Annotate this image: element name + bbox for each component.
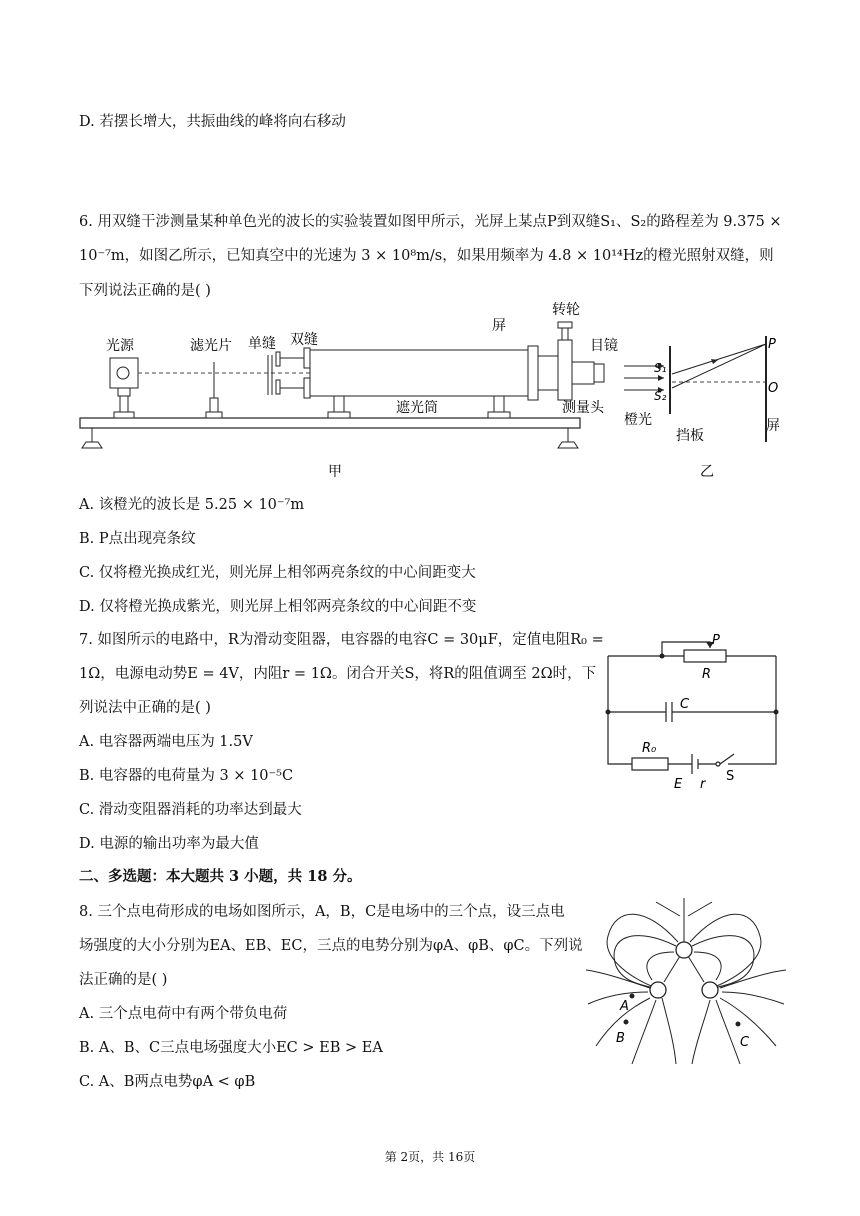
- label-b: B: [616, 1031, 625, 1046]
- q7-option-c: C. 滑动变阻器消耗的功率达到最大: [79, 802, 302, 818]
- q6-option-d: D. 仅将橙光换成紫光，则光屏上相邻两亮条纹的中心间距不变: [79, 599, 477, 615]
- label-a: A: [620, 999, 629, 1014]
- q8-field-figure: [586, 896, 786, 1066]
- q7-option-d: D. 电源的输出功率为最大值: [79, 836, 259, 852]
- circuit-diagram: [600, 628, 784, 792]
- label-light-source: 光源: [106, 338, 134, 354]
- q8-option-a: A. 三个点电荷中有两个带负电荷: [79, 1006, 288, 1022]
- q6-stem-line1: 6. 用双缝干涉测量某种单色光的波长的实验装置如图甲所示，光屏上某点P到双缝S₁、S₂的路程差为 9.375 ×: [79, 214, 782, 230]
- label-tube: 遮光筒: [396, 400, 438, 416]
- q6-option-c: C. 仅将橙光换成红光，则光屏上相邻两亮条纹的中心间距变大: [79, 565, 476, 581]
- q8-stem-line2: 场强度的大小分别为EA、EB、EC，三点的电势分别为φA、φB、φC。下列说: [79, 938, 583, 954]
- q7-stem-line2: 1Ω，电源电动势E = 4V，内阻r = 1Ω。闭合开关S，将R的阻值调至 2Ω时，下: [79, 666, 597, 682]
- label-filter: 滤光片: [190, 338, 232, 354]
- page-footer: 第 2页，共 16页: [384, 1150, 476, 1164]
- q8-stem-line1: 8. 三个点电荷形成的电场如图所示，A，B，C是电场中的三个点，设三点电: [79, 904, 565, 920]
- section-heading-multiple-choice: 二、多选题：本大题共 3 小题，共 18 分。: [79, 868, 362, 885]
- label-screen: 屏: [492, 318, 506, 334]
- q6-stem-line3: 下列说法正确的是( ): [79, 283, 211, 299]
- caption-jia: 甲: [328, 464, 342, 480]
- electric-field-lines-diagram: [586, 896, 786, 1066]
- q6-stem-line2: 10⁻⁷m，如图乙所示，已知真空中的光速为 3 × 10⁸m/s，如果用频率为 4.8 × 10¹⁴Hz的橙光照射双缝，则: [79, 248, 774, 264]
- label-c: C: [740, 1035, 750, 1050]
- label-e: E: [674, 777, 683, 792]
- interference-apparatus-diagram: [78, 300, 790, 486]
- caption-yi: 乙: [700, 464, 714, 480]
- label-baffle: 挡板: [676, 428, 704, 444]
- label-double-slit: 双缝: [290, 332, 318, 348]
- q8-stem-line3: 法正确的是( ): [79, 972, 168, 988]
- label-single-slit: 单缝: [248, 336, 276, 352]
- label-r-internal: r: [700, 777, 706, 792]
- label-measure-head: 测量头: [562, 400, 604, 416]
- label-screen2: 屏: [766, 418, 780, 434]
- label-r0: R₀: [642, 741, 657, 756]
- label-orange-light: 橙光: [624, 412, 652, 428]
- label-p: P: [712, 633, 720, 648]
- q7-stem-line1: 7. 如图所示的电路中，R为滑动变阻器，电容器的电容C = 30μF，定值电阻R₀ =: [79, 632, 604, 648]
- q6-option-a: A. 该橙光的波长是 5.25 × 10⁻⁷m: [79, 497, 305, 513]
- label-s2: S₂: [654, 389, 667, 403]
- label-c: C: [680, 697, 690, 712]
- q5-option-d: D. 若摆长增大，共振曲线的峰将向右移动: [79, 114, 346, 130]
- q8-option-b: B. A、B、C三点电场强度大小EC > EB > EA: [79, 1040, 383, 1056]
- q7-circuit-figure: [600, 628, 784, 792]
- label-eyepiece: 目镜: [590, 338, 618, 354]
- q8-option-c: C. A、B两点电势φA < φB: [79, 1074, 256, 1090]
- label-wheel: 转轮: [552, 302, 580, 318]
- q7-option-b: B. 电容器的电荷量为 3 × 10⁻⁵C: [79, 768, 294, 784]
- label-o: O: [768, 381, 779, 396]
- label-s1: S₁: [654, 361, 667, 375]
- q7-option-a: A. 电容器两端电压为 1.5V: [79, 734, 253, 750]
- label-p: P: [768, 337, 776, 352]
- q6-option-b: B. P点出现亮条纹: [79, 531, 196, 547]
- q6-figure: [78, 300, 790, 486]
- label-s: S: [726, 769, 735, 784]
- q7-stem-line3: 列说法中正确的是( ): [79, 700, 211, 716]
- label-r: R: [702, 667, 712, 682]
